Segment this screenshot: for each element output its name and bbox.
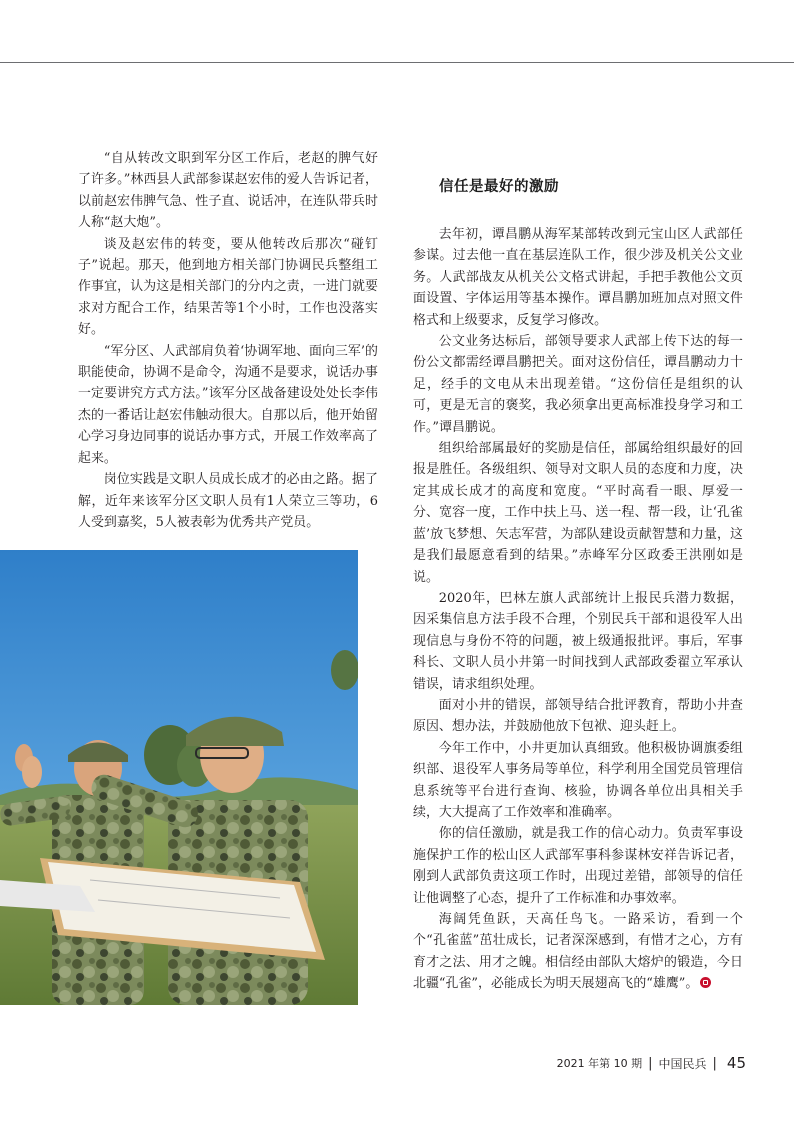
right-paragraph-1: 去年初，谭昌鹏从海军某部转改到元宝山区人武部任参谋。过去他一直在基层连队工作，很少涉及机关公文业务。人武部战友从机关公文格式讲起，手把手教他公文页面设置、字体运用等基本操作。谭昌鹏加班加点对照文件格式和上级要求，反复学习修改。 [413,227,743,328]
magazine-end-mark-icon [700,977,711,988]
page-number: 45 [726,1054,746,1072]
left-paragraph-3: “军分区、人武部肩负着‘协调军地、面向三军’的职能使命，协调不是命令，沟通不是要求，说话办事一定要讲究方式方法。”该军分区战备建设处处长李伟杰的一番话让赵宏伟触动很大。自那以后，他开始留心学习身边同事的说话办事方式，开展工作效率高了起来。 [78,343,378,466]
right-paragraph-7: 你的信任激励，就是我工作的信心动力。负责军事设施保护工作的松山区人武部军事科参谋林安祥告诉记者，刚到人武部负责这项工作时，出现过差错，部领导的信任让他调整了心态，提升了工作标准和办事效率。 [413,826,743,906]
right-paragraph-3: 组织给部属最好的奖励是信任，部属给组织最好的回报是胜任。各级组织、领导对文职人员的态度和力度，决定其成长成才的高度和宽度。“平时高看一眼、厚爱一分、宽容一度，工作中扶上马、送一程、帮一段，让‘孔雀蓝’放飞梦想、矢志军营，为部队建设贡献智慧和力量，这是我们最愿意看到的结果。”赤峰军分区政委王洪刚如是说。 [413,441,743,585]
left-paragraph-2: 谈及赵宏伟的转变，要从他转改后那次“碰钉子”说起。那天，他到地方相关部门协调民兵整组工作事宜，认为这是相关部门的分内之责，一进门就要求对方配合工作，结果苦等1个小时，工作也没落实好。 [78,236,378,338]
right-paragraph-2: 公文业务达标后，部领导要求人武部上传下达的每一份公文都需经谭昌鹏把关。面对这份信任，谭昌鹏动力十足，经手的文电从未出现差错。“这份信任是组织的认可，更是无言的褒奖，我必须拿出更高标准投身学习和工作。”谭昌鹏说。 [413,334,743,435]
soldiers-field-photo [0,550,358,1005]
right-paragraph-4: 2020年，巴林左旗人武部统计上报民兵潜力数据，因采集信息方法手段不合理，个别民兵干部和退役军人出现信息与身份不符的问题，被上级通报批评。事后，军事科长、文职人员小井第一时间找到人武部政委翟立军承认错误，请求组织处理。 [413,590,743,692]
issue-label: 2021 年第 10 期 [556,1057,643,1070]
page-footer [557,1054,746,1072]
right-paragraph-8 [413,909,743,995]
footer-separator-2: | [712,1055,717,1071]
left-paragraph-4: 岗位实践是文职人员成长成才的必由之路。据了解，近年来该军分区文职人员有1人荣立三等功，6人受到嘉奖，5人被表彰为优秀共产党员。 [78,472,378,530]
header-rule [0,62,794,63]
right-paragraph-5: 面对小井的错误，部领导结合批评教育，帮助小井查原因、想办法，并鼓励他放下包袱、迎头赶上。 [413,697,743,735]
left-paragraph-1: “自从转改文职到军分区工作后，老赵的脾气好了许多。”林西县人武部参谋赵宏伟的爱人告诉记者，以前赵宏伟脾气急、性子直、说话冲，在连队带兵时人称“赵大炮”。 [78,151,378,231]
article-photo [0,550,358,1005]
left-column [78,148,378,533]
right-column [413,175,743,995]
right-paragraph-8-text: 海阔凭鱼跃，天高任鸟飞。一路采访，看到一个个“孔雀蓝”茁壮成长，记者深深感到，有惜才之心，方有育才之法、用才之魄。相信经由部队大熔炉的锻造，今日北疆“孔雀”，必能成长为明天展翅高飞的“雄鹰”。 [413,912,743,992]
magazine-name: 中国民兵 [658,1056,707,1071]
footer-separator: | [648,1055,653,1071]
section-heading: 信任是最好的激励 [439,179,559,195]
right-paragraph-6: 今年工作中，小井更加认真细致。他积极协调旗委组织部、退役军人事务局等单位，科学利用全国党员管理信息系统等平台进行查询、核验，协调各单位出具相关手续，大大提高了工作效率和准确率。 [413,740,743,820]
